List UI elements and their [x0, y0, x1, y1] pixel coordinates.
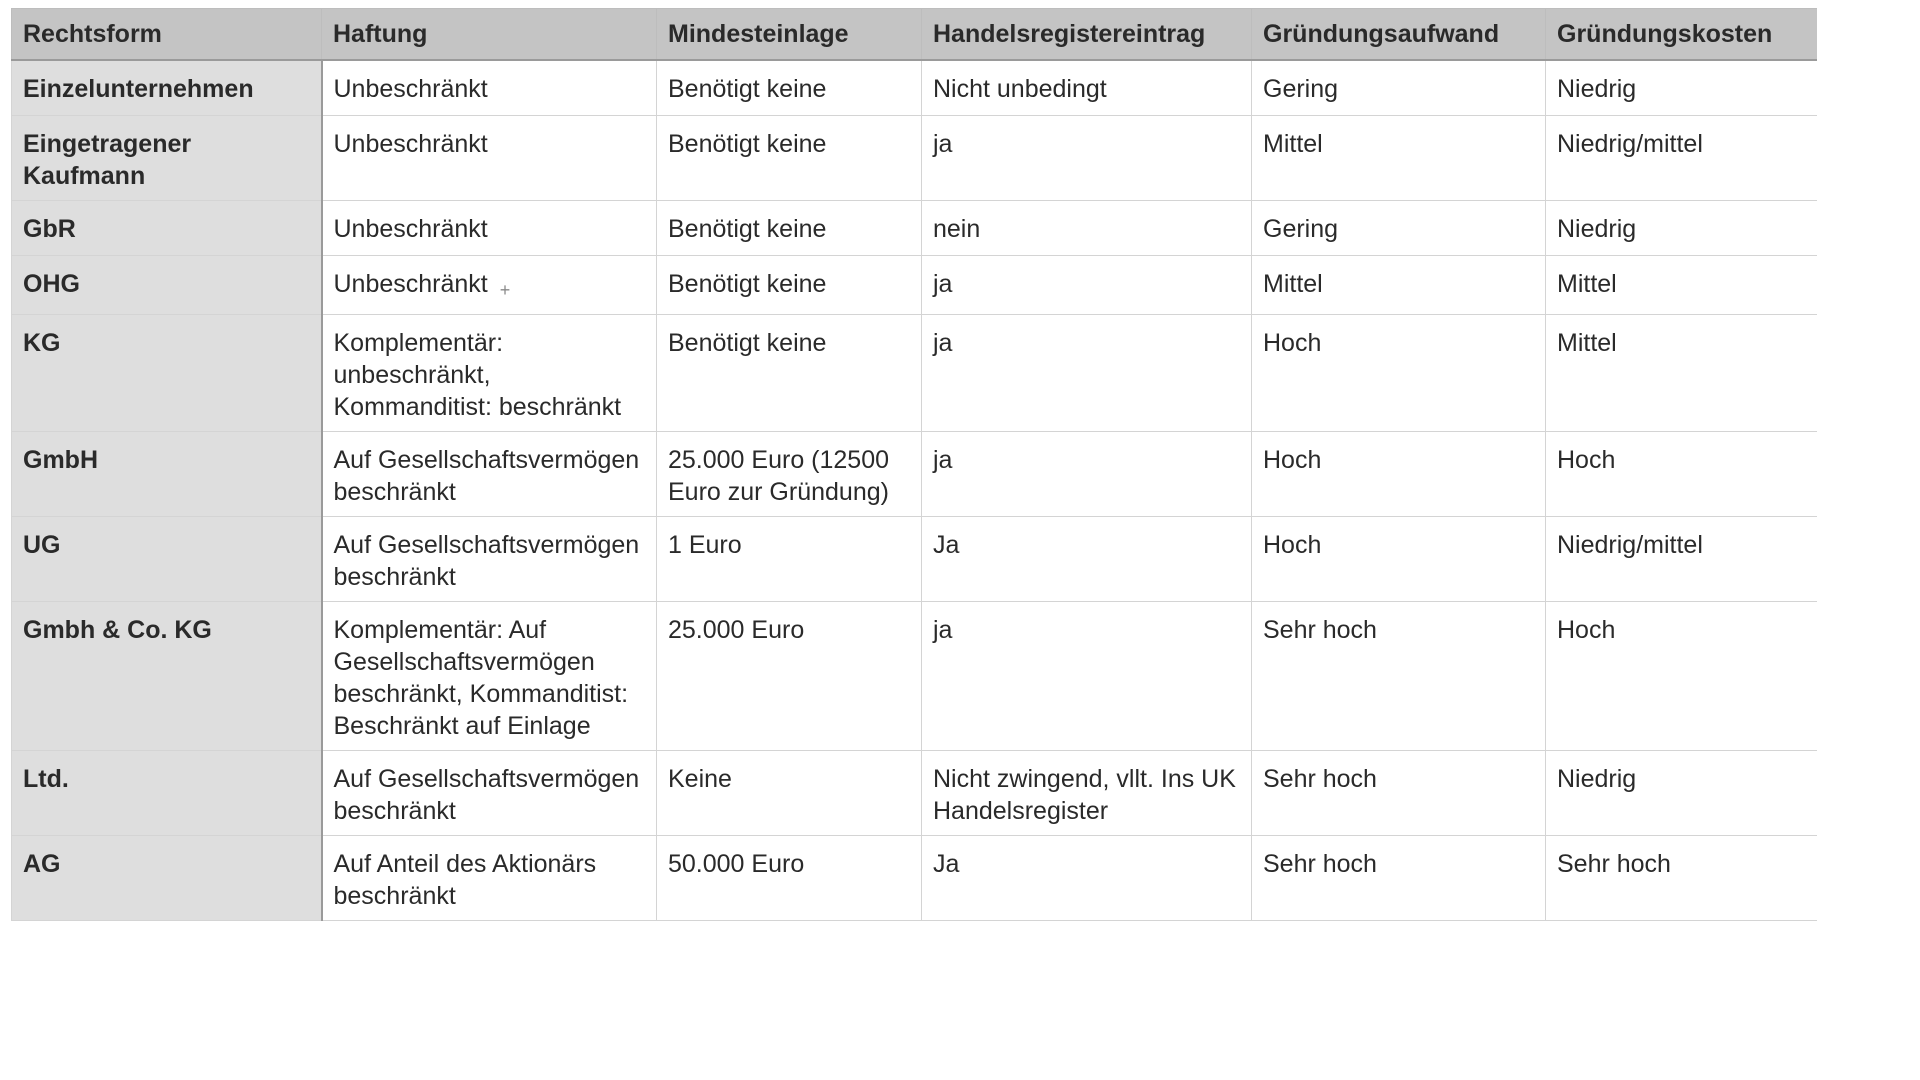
- cell-kosten[interactable]: Hoch: [1546, 602, 1818, 751]
- cell-haftung[interactable]: Komplementär: Auf Gesellschaftsvermögen beschränkt, Kommanditist: Beschränkt auf Einlage: [322, 602, 657, 751]
- table-row: [12, 315, 1818, 432]
- cell-handelsregister[interactable]: ja: [922, 116, 1252, 201]
- cell-mindesteinlage[interactable]: Benötigt keine: [657, 256, 922, 315]
- cell-mindesteinlage[interactable]: Benötigt keine: [657, 60, 922, 116]
- cell-aufwand[interactable]: Hoch: [1252, 517, 1546, 602]
- cell-handelsregister[interactable]: ja: [922, 602, 1252, 751]
- cell-kosten[interactable]: Mittel: [1546, 256, 1818, 315]
- cell-handelsregister[interactable]: ja: [922, 315, 1252, 432]
- table-row: [12, 201, 1818, 256]
- table-row: [12, 517, 1818, 602]
- cell-rechtsform[interactable]: GbR: [12, 201, 322, 256]
- cell-mindesteinlage[interactable]: Keine: [657, 751, 922, 836]
- header-row: [12, 9, 1818, 61]
- cell-mindesteinlage[interactable]: 25.000 Euro: [657, 602, 922, 751]
- cell-handelsregister[interactable]: ja: [922, 256, 1252, 315]
- header-handelsregistereintrag[interactable]: Handelsregistereintrag: [922, 9, 1252, 61]
- table-row: [12, 751, 1818, 836]
- cell-haftung[interactable]: Auf Gesellschaftsvermögen beschränkt: [322, 517, 657, 602]
- header-mindesteinlage[interactable]: Mindesteinlage: [657, 9, 922, 61]
- cell-rechtsform[interactable]: GmbH: [12, 432, 322, 517]
- table-row: [12, 602, 1818, 751]
- cell-haftung[interactable]: Auf Gesellschaftsvermögen beschränkt: [322, 432, 657, 517]
- cell-kosten[interactable]: Mittel: [1546, 315, 1818, 432]
- cell-kosten[interactable]: Niedrig: [1546, 751, 1818, 836]
- cell-rechtsform[interactable]: Einzelunternehmen: [12, 60, 322, 116]
- cell-haftung[interactable]: Komplementär: unbeschränkt, Kommanditist: beschränkt: [322, 315, 657, 432]
- cell-kosten[interactable]: Hoch: [1546, 432, 1818, 517]
- cell-handelsregister[interactable]: Ja: [922, 517, 1252, 602]
- cell-aufwand[interactable]: Hoch: [1252, 315, 1546, 432]
- cell-mindesteinlage[interactable]: 1 Euro: [657, 517, 922, 602]
- cell-mindesteinlage[interactable]: 50.000 Euro: [657, 836, 922, 921]
- cell-haftung[interactable]: Unbeschränkt: [322, 60, 657, 116]
- comparison-table-container: [11, 8, 1817, 1080]
- cell-rechtsform[interactable]: KG: [12, 315, 322, 432]
- header-gruendungsaufwand[interactable]: Gründungsaufwand: [1252, 9, 1546, 61]
- cell-kosten[interactable]: Niedrig: [1546, 60, 1818, 116]
- cell-aufwand[interactable]: Sehr hoch: [1252, 751, 1546, 836]
- cell-haftung[interactable]: Auf Anteil des Aktionärs beschränkt: [322, 836, 657, 921]
- cell-aufwand[interactable]: Sehr hoch: [1252, 836, 1546, 921]
- table-row: [12, 256, 1818, 315]
- cell-aufwand[interactable]: Gering: [1252, 60, 1546, 116]
- cell-haftung[interactable]: Unbeschränkt: [322, 116, 657, 201]
- cell-kosten[interactable]: Niedrig: [1546, 201, 1818, 256]
- crosshair-cursor-icon: +: [499, 280, 511, 300]
- header-gruendungskosten[interactable]: Gründungskosten: [1546, 9, 1818, 61]
- cell-rechtsform[interactable]: Gmbh & Co. KG: [12, 602, 322, 751]
- table-row: [12, 836, 1818, 921]
- cell-kosten[interactable]: Niedrig/mittel: [1546, 116, 1818, 201]
- cell-aufwand[interactable]: Mittel: [1252, 116, 1546, 201]
- cell-handelsregister[interactable]: Nicht unbedingt: [922, 60, 1252, 116]
- cell-kosten[interactable]: Niedrig/mittel: [1546, 517, 1818, 602]
- cell-handelsregister[interactable]: Nicht zwingend, vllt. Ins UK Handelsregister: [922, 751, 1252, 836]
- cell-mindesteinlage[interactable]: 25.000 Euro (12500 Euro zur Gründung): [657, 432, 922, 517]
- cell-haftung-text: Unbeschränkt: [333, 270, 488, 298]
- cell-handelsregister[interactable]: nein: [922, 201, 1252, 256]
- header-haftung[interactable]: Haftung: [322, 9, 657, 61]
- cell-aufwand[interactable]: Gering: [1252, 201, 1546, 256]
- header-rechtsform[interactable]: Rechtsform: [12, 9, 322, 61]
- table-row: [12, 60, 1818, 116]
- cell-rechtsform[interactable]: UG: [12, 517, 322, 602]
- cell-mindesteinlage[interactable]: Benötigt keine: [657, 201, 922, 256]
- cell-mindesteinlage[interactable]: Benötigt keine: [657, 315, 922, 432]
- cell-kosten[interactable]: Sehr hoch: [1546, 836, 1818, 921]
- cell-rechtsform[interactable]: OHG: [12, 256, 322, 315]
- cell-rechtsform[interactable]: Eingetragener Kaufmann: [12, 116, 322, 201]
- cell-rechtsform[interactable]: Ltd.: [12, 751, 322, 836]
- cell-handelsregister[interactable]: ja: [922, 432, 1252, 517]
- legal-forms-table: [11, 8, 1817, 921]
- cell-rechtsform[interactable]: AG: [12, 836, 322, 921]
- cell-handelsregister[interactable]: Ja: [922, 836, 1252, 921]
- cell-haftung[interactable]: [322, 256, 657, 315]
- table-row: [12, 432, 1818, 517]
- cell-haftung[interactable]: Auf Gesellschaftsvermögen beschränkt: [322, 751, 657, 836]
- cell-mindesteinlage[interactable]: Benötigt keine: [657, 116, 922, 201]
- cell-aufwand[interactable]: Hoch: [1252, 432, 1546, 517]
- cell-haftung[interactable]: Unbeschränkt: [322, 201, 657, 256]
- table-row: [12, 116, 1818, 201]
- cell-aufwand[interactable]: Mittel: [1252, 256, 1546, 315]
- cell-aufwand[interactable]: Sehr hoch: [1252, 602, 1546, 751]
